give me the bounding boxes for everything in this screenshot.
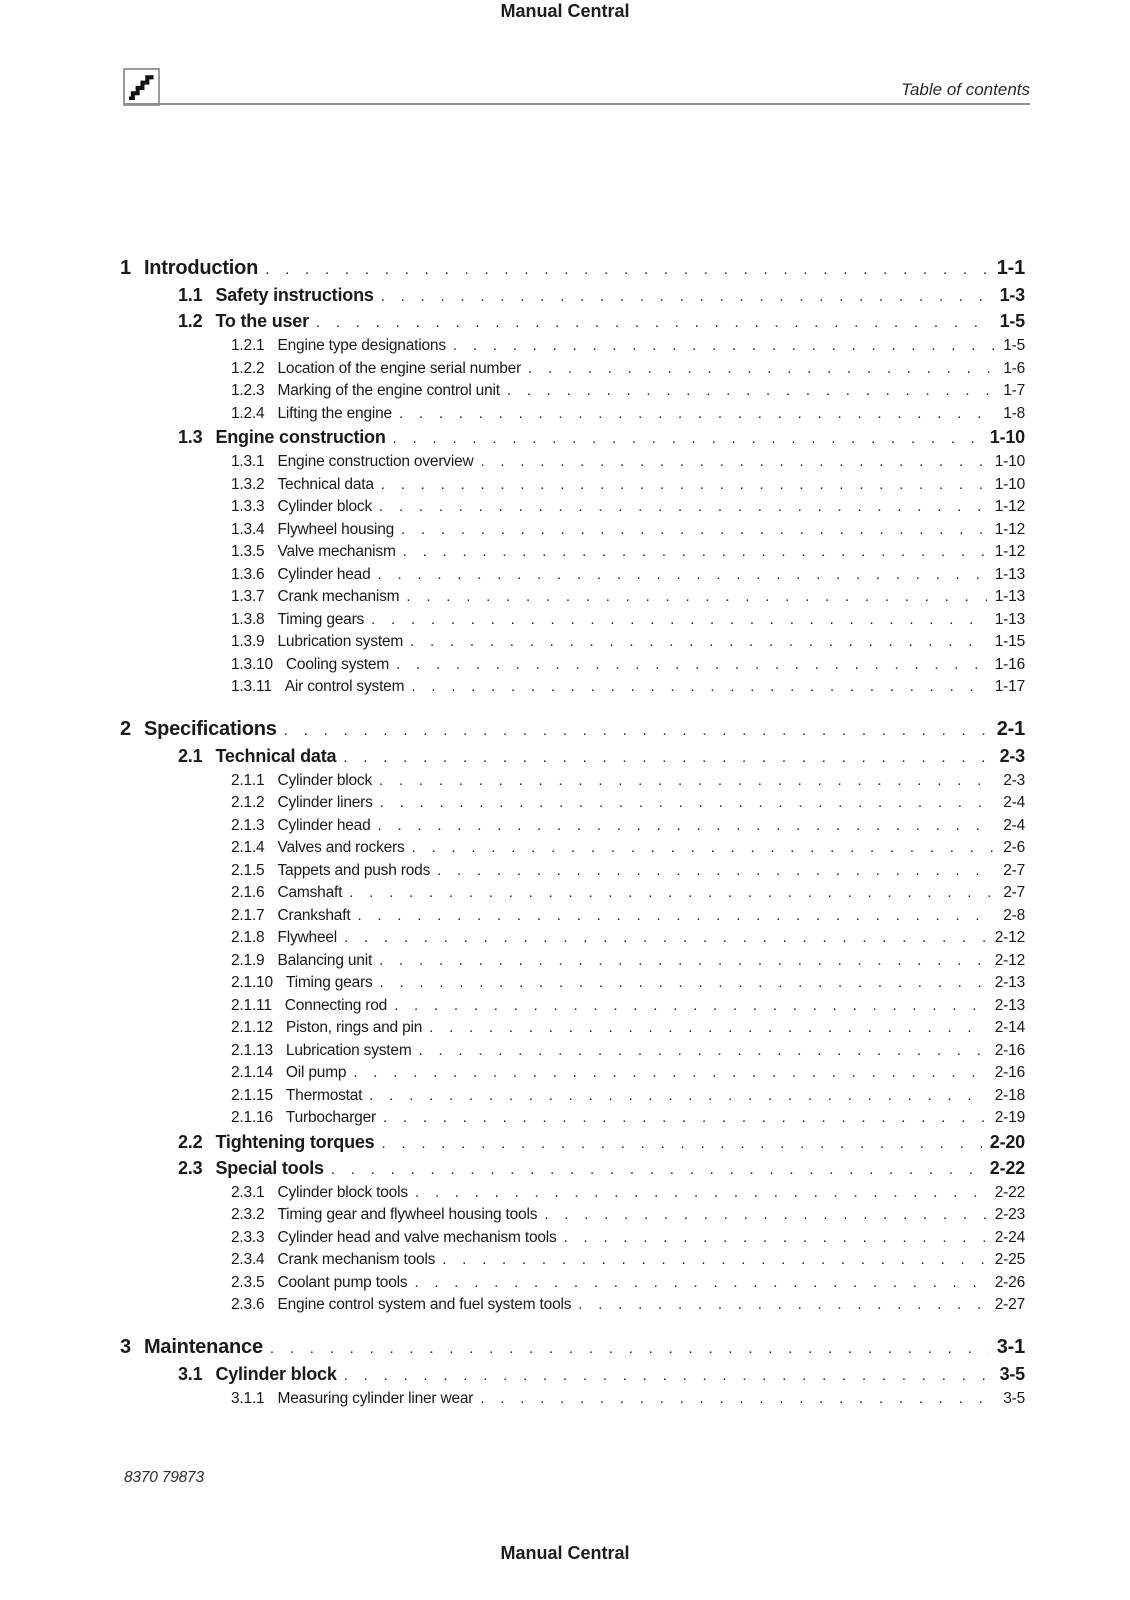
toc-entry-number: 2.3 xyxy=(178,1157,203,1178)
toc-entry-page: 2-25 xyxy=(994,1251,1025,1268)
dot-leader xyxy=(419,1042,987,1062)
toc-entry-page: 1-10 xyxy=(994,453,1025,470)
toc-entry-number: 1.3.4 xyxy=(231,520,265,538)
toc-entry-number: 3.1.1 xyxy=(231,1389,265,1407)
toc-entry-title: Cylinder head xyxy=(277,565,371,583)
toc-entry-title: Cylinder liners xyxy=(277,794,373,811)
toc-entry xyxy=(120,907,1025,930)
toc-entry-number: 1.3.9 xyxy=(231,633,265,650)
toc-entry-number: 1.2.2 xyxy=(231,359,265,377)
toc-entry-page: 2-16 xyxy=(994,1064,1025,1081)
dot-leader xyxy=(415,1184,987,1204)
toc-entry xyxy=(120,543,1025,566)
toc-entry-number: 1.2.1 xyxy=(231,337,265,354)
toc-entry xyxy=(120,498,1025,521)
toc-entry-title: Camshaft xyxy=(277,884,343,901)
toc-entry-page: 2-18 xyxy=(994,1086,1025,1104)
toc-entry-title: Measuring cylinder liner wear xyxy=(277,1389,474,1407)
toc-entry-title: Cylinder block xyxy=(215,1363,337,1384)
dot-leader xyxy=(528,360,995,380)
toc-entry xyxy=(120,521,1025,544)
toc-entry-title: Engine construction xyxy=(215,427,386,447)
dot-leader xyxy=(349,884,995,904)
toc-entry-number: 2.1.14 xyxy=(231,1064,273,1081)
toc-entry-title: Oil pump xyxy=(285,1064,347,1081)
dot-leader xyxy=(412,839,996,859)
dot-leader xyxy=(380,794,996,814)
toc-entry xyxy=(120,476,1025,499)
toc-entry-page: 1-13 xyxy=(994,565,1025,583)
toc-entry-title: Engine type designations xyxy=(277,337,446,354)
toc-entry-page: 1-6 xyxy=(1003,359,1025,377)
toc-entry-title: Safety instructions xyxy=(215,285,374,305)
toc-entry xyxy=(120,839,1025,862)
toc-entry xyxy=(120,285,1025,311)
dot-leader xyxy=(379,952,987,972)
toc-entry-title: Technical data xyxy=(277,475,374,493)
doc-number: 8370 79873 xyxy=(124,1469,204,1486)
toc-entry-number: 1.2.4 xyxy=(231,404,265,422)
dot-leader xyxy=(410,633,987,653)
dot-leader xyxy=(480,1390,995,1410)
toc-entry-title: Engine control system and fuel system tools xyxy=(277,1296,572,1313)
toc-entry-number: 2.1.12 xyxy=(231,1019,273,1036)
toc-entry-number: 2.3.3 xyxy=(231,1228,265,1246)
dot-leader xyxy=(284,722,989,742)
dot-leader xyxy=(406,588,986,608)
toc-entry-title: Cylinder block xyxy=(277,771,373,789)
dot-leader xyxy=(544,1206,986,1226)
toc-entry-page: 2-24 xyxy=(994,1228,1025,1246)
toc-entry-page: 1-3 xyxy=(999,285,1025,305)
toc-entry xyxy=(120,1132,1025,1158)
toc-entry-title: Air control system xyxy=(284,678,405,695)
toc-entry-title: Maintenance xyxy=(143,1335,263,1358)
toc-entry-number: 2.3.5 xyxy=(231,1273,265,1291)
toc-entry xyxy=(120,360,1025,383)
toc-entry-number: 1 xyxy=(120,257,131,279)
toc-entry-number: 2.3.2 xyxy=(231,1206,265,1223)
dot-leader xyxy=(393,430,982,450)
toc-entry-page: 1-5 xyxy=(999,311,1025,331)
toc-entry-number: 1.2 xyxy=(178,311,203,331)
toc-entry xyxy=(120,974,1025,997)
toc-entry xyxy=(120,337,1025,360)
toc-entry xyxy=(120,997,1025,1020)
toc-entry-title: Tappets and push rods xyxy=(277,861,431,879)
toc-entry xyxy=(120,884,1025,907)
toc-entry-page: 2-19 xyxy=(994,1109,1025,1126)
dot-leader xyxy=(381,476,987,496)
toc-entry-page: 2-4 xyxy=(1003,794,1025,811)
toc-entry-number: 2.1.8 xyxy=(231,929,265,946)
dot-leader xyxy=(403,543,987,563)
toc-entry xyxy=(120,1019,1025,1042)
toc-entry-title: Cylinder head and valve mechanism tools xyxy=(277,1228,557,1246)
dot-leader xyxy=(382,1135,982,1155)
toc-entry-page: 2-22 xyxy=(994,1183,1025,1201)
toc-entry-page: 1-12 xyxy=(994,520,1025,538)
toc-entry-number: 1.3.8 xyxy=(231,610,265,628)
toc-entry-title: Tightening torques xyxy=(215,1131,375,1152)
toc-entry-number: 1.3.11 xyxy=(231,678,272,695)
toc-entry-page: 2-13 xyxy=(994,974,1025,991)
toc-entry-title: Timing gears xyxy=(285,974,373,991)
toc-entry-number: 1.3.3 xyxy=(231,498,265,515)
toc-entry xyxy=(120,718,1025,746)
toc-entry-page: 1-10 xyxy=(989,427,1025,447)
toc-entry xyxy=(120,453,1025,476)
toc-entry-title: Specifications xyxy=(143,717,277,740)
toc-entry-page: 2-3 xyxy=(1003,771,1025,789)
toc-entry-number: 2.3.6 xyxy=(231,1296,265,1313)
toc-entry-page: 1-5 xyxy=(1003,337,1025,354)
dot-leader xyxy=(414,1274,986,1294)
dot-leader xyxy=(344,1367,992,1387)
stairs-logo-icon xyxy=(123,68,160,106)
toc-entry-title: Balancing unit xyxy=(277,951,373,969)
dot-leader xyxy=(344,929,987,949)
toc-entry-number: 3.1 xyxy=(178,1363,203,1384)
toc-entry-title: Lifting the engine xyxy=(277,404,392,422)
site-header-title: Manual Central xyxy=(500,1,630,21)
dot-leader xyxy=(378,817,996,837)
toc-entry-title: Cylinder block tools xyxy=(277,1183,408,1201)
toc-entry xyxy=(120,929,1025,952)
toc-entry-page: 2-14 xyxy=(994,1019,1025,1036)
toc-entry xyxy=(120,1296,1025,1319)
dot-leader xyxy=(578,1296,986,1316)
toc-entry-title: Location of the engine serial number xyxy=(277,359,522,377)
toc-entry-number: 1.3.6 xyxy=(231,565,265,583)
toc-entry xyxy=(120,611,1025,634)
toc-entry-page: 2-22 xyxy=(989,1157,1025,1178)
toc-entry xyxy=(120,794,1025,817)
toc-entry-number: 2.2 xyxy=(178,1131,203,1152)
toc-entry-page: 1-12 xyxy=(994,498,1025,515)
toc-entry-number: 2.1.16 xyxy=(231,1109,273,1126)
dot-leader xyxy=(381,288,992,308)
toc-entry-page: 2-27 xyxy=(994,1296,1025,1313)
toc-entry xyxy=(120,656,1025,679)
toc-entry-title: Lubrication system xyxy=(277,633,404,650)
toc-entry-page: 1-8 xyxy=(1003,404,1025,422)
toc-entry-page: 1-15 xyxy=(994,633,1025,650)
toc-entry xyxy=(120,588,1025,611)
toc-entry-page: 1-13 xyxy=(994,610,1025,628)
toc-entry-number: 1.3 xyxy=(178,427,203,447)
toc-entry-number: 2.1.9 xyxy=(231,951,265,969)
dot-leader xyxy=(265,261,989,281)
toc-entry xyxy=(120,405,1025,428)
toc-entry-number: 1.2.3 xyxy=(231,382,265,399)
dot-leader xyxy=(357,907,995,927)
toc-entry xyxy=(120,1042,1025,1065)
toc-entry xyxy=(120,257,1025,285)
toc-entry-page: 1-13 xyxy=(994,588,1025,605)
toc-entry-page: 3-5 xyxy=(999,1363,1025,1384)
toc-entry xyxy=(120,1087,1025,1110)
toc-entry-title: Cylinder block xyxy=(277,498,373,515)
dot-leader xyxy=(507,382,995,402)
toc-entry xyxy=(120,1206,1025,1229)
toc-entry xyxy=(120,1109,1025,1132)
toc-entry-number: 2.3.1 xyxy=(231,1183,265,1201)
toc-entry-title: Crank mechanism tools xyxy=(277,1251,436,1268)
toc-entry xyxy=(120,1364,1025,1390)
toc-entry-page: 2-12 xyxy=(994,929,1025,946)
toc-entry xyxy=(120,746,1025,772)
toc-entry xyxy=(120,1158,1025,1184)
dot-leader xyxy=(481,453,987,473)
toc-entry xyxy=(120,772,1025,795)
toc-entry-title: To the user xyxy=(215,311,309,331)
toc-entry-title: Crank mechanism xyxy=(277,588,400,605)
toc-entry-page: 2-13 xyxy=(994,996,1025,1014)
toc-entry-number: 1.3.1 xyxy=(231,453,265,470)
toc-entry-page: 2-4 xyxy=(1003,816,1025,834)
toc-entry-number: 2.1.10 xyxy=(231,974,273,991)
dot-leader xyxy=(429,1019,987,1039)
toc-entry-number: 2.3.4 xyxy=(231,1251,265,1268)
toc-entry xyxy=(120,1390,1025,1413)
toc-entry-number: 2.1.15 xyxy=(231,1086,273,1104)
toc-entry-title: Special tools xyxy=(215,1157,324,1178)
dot-leader xyxy=(396,656,987,676)
toc-entry-page: 2-7 xyxy=(1003,884,1025,901)
dot-leader xyxy=(379,772,995,792)
toc-entry-title: Valves and rockers xyxy=(277,839,405,856)
toc-entry-page: 2-20 xyxy=(989,1131,1025,1152)
toc-entry xyxy=(120,678,1025,701)
toc-entry-page: 2-7 xyxy=(1003,861,1025,879)
toc-entry-number: 2.1.7 xyxy=(231,906,265,924)
dot-leader xyxy=(399,405,995,425)
toc-entry-number: 2 xyxy=(120,717,131,740)
toc-entry-title: Flywheel housing xyxy=(277,520,395,538)
toc-entry-number: 2.1.11 xyxy=(231,996,272,1014)
toc-entry-page: 3-1 xyxy=(996,1335,1025,1358)
toc-entry xyxy=(120,427,1025,453)
toc-entry xyxy=(120,566,1025,589)
toc-entry-title: Turbocharger xyxy=(285,1109,376,1126)
toc-entry-number: 2.1.1 xyxy=(231,771,265,789)
toc-entry-page: 1-16 xyxy=(994,655,1025,673)
toc-entry-title: Cylinder head xyxy=(277,816,371,834)
toc-entry xyxy=(120,862,1025,885)
toc-entry-title: Piston, rings and pin xyxy=(285,1019,423,1036)
site-footer-title: Manual Central xyxy=(500,1543,630,1563)
toc-entry xyxy=(120,382,1025,405)
header-rule xyxy=(124,103,1030,105)
toc-entry-title: Technical data xyxy=(215,745,337,766)
toc-entry xyxy=(120,1274,1025,1297)
dot-leader xyxy=(331,1161,982,1181)
toc-entry xyxy=(120,1251,1025,1274)
toc-entry xyxy=(120,633,1025,656)
dot-leader xyxy=(379,498,987,518)
toc-entry-number: 2.1.5 xyxy=(231,861,265,879)
toc-entry-title: Engine construction overview xyxy=(277,453,474,470)
toc-entry-page: 2-1 xyxy=(996,717,1025,740)
toc-entry-title: Marking of the engine control unit xyxy=(277,382,500,399)
toc-entry xyxy=(120,1064,1025,1087)
toc-entry-title: Lubrication system xyxy=(285,1041,412,1059)
dot-leader xyxy=(343,749,991,769)
toc-entry xyxy=(120,311,1025,337)
dot-leader xyxy=(394,997,987,1017)
dot-leader xyxy=(383,1109,987,1129)
toc-entry-page: 3-5 xyxy=(1003,1389,1025,1407)
toc-entry xyxy=(120,952,1025,975)
dot-leader xyxy=(378,566,987,586)
toc-entry-page: 2-12 xyxy=(994,951,1025,969)
toc-entry-title: Valve mechanism xyxy=(277,543,396,560)
toc-entry-number: 2.1.13 xyxy=(231,1041,273,1059)
dot-leader xyxy=(316,314,992,334)
toc-entry-page: 2-23 xyxy=(994,1206,1025,1223)
toc-entry xyxy=(120,1184,1025,1207)
toc-entry-title: Cooling system xyxy=(285,655,390,673)
toc-entry-title: Timing gear and flywheel housing tools xyxy=(277,1206,538,1223)
toc-entry-number: 3 xyxy=(120,1335,131,1358)
toc-entry-number: 2.1.4 xyxy=(231,839,265,856)
dot-leader xyxy=(401,521,987,541)
toc-entry-title: Coolant pump tools xyxy=(277,1273,408,1291)
toc-entry-number: 1.3.7 xyxy=(231,588,265,605)
dot-leader xyxy=(453,337,995,357)
table-of-contents xyxy=(120,257,1025,1412)
header-section-label: Table of contents xyxy=(901,80,1030,99)
toc-entry-page: 2-3 xyxy=(999,745,1025,766)
dot-leader xyxy=(369,1087,986,1107)
dot-leader xyxy=(437,862,995,882)
toc-entry-page: 1-7 xyxy=(1003,382,1025,399)
toc-entry-number: 1.3.2 xyxy=(231,475,265,493)
toc-entry-page: 2-16 xyxy=(994,1041,1025,1059)
toc-entry-number: 2.1.2 xyxy=(231,794,265,811)
toc-entry-title: Introduction xyxy=(143,257,259,279)
dot-leader xyxy=(371,611,987,631)
toc-entry-page: 2-8 xyxy=(1003,906,1025,924)
dot-leader xyxy=(411,678,986,698)
toc-entry-page: 1-10 xyxy=(994,475,1025,493)
toc-entry-page: 1-1 xyxy=(996,257,1025,279)
toc-entry-title: Connecting rod xyxy=(284,996,388,1014)
toc-entry-number: 2.1 xyxy=(178,745,203,766)
toc-entry-page: 2-6 xyxy=(1003,839,1025,856)
toc-entry-number: 1.1 xyxy=(178,285,203,305)
dot-leader xyxy=(353,1064,986,1084)
toc-entry-number: 2.1.3 xyxy=(231,816,265,834)
dot-leader xyxy=(442,1251,987,1271)
dot-leader xyxy=(380,974,987,994)
toc-entry-title: Thermostat xyxy=(285,1086,363,1104)
toc-entry-number: 1.3.5 xyxy=(231,543,265,560)
toc-entry-page: 1-17 xyxy=(994,678,1025,695)
toc-entry-page: 1-12 xyxy=(994,543,1025,560)
toc-entry xyxy=(120,1336,1025,1364)
toc-entry xyxy=(120,1229,1025,1252)
toc-entry-number: 2.1.6 xyxy=(231,884,265,901)
toc-entry-number: 1.3.10 xyxy=(231,655,273,673)
dot-leader xyxy=(564,1229,987,1249)
toc-entry-title: Timing gears xyxy=(277,610,365,628)
toc-entry-page: 2-26 xyxy=(994,1273,1025,1291)
toc-entry-title: Crankshaft xyxy=(277,906,351,924)
dot-leader xyxy=(270,1340,989,1360)
toc-entry-title: Flywheel xyxy=(277,929,338,946)
toc-entry xyxy=(120,817,1025,840)
